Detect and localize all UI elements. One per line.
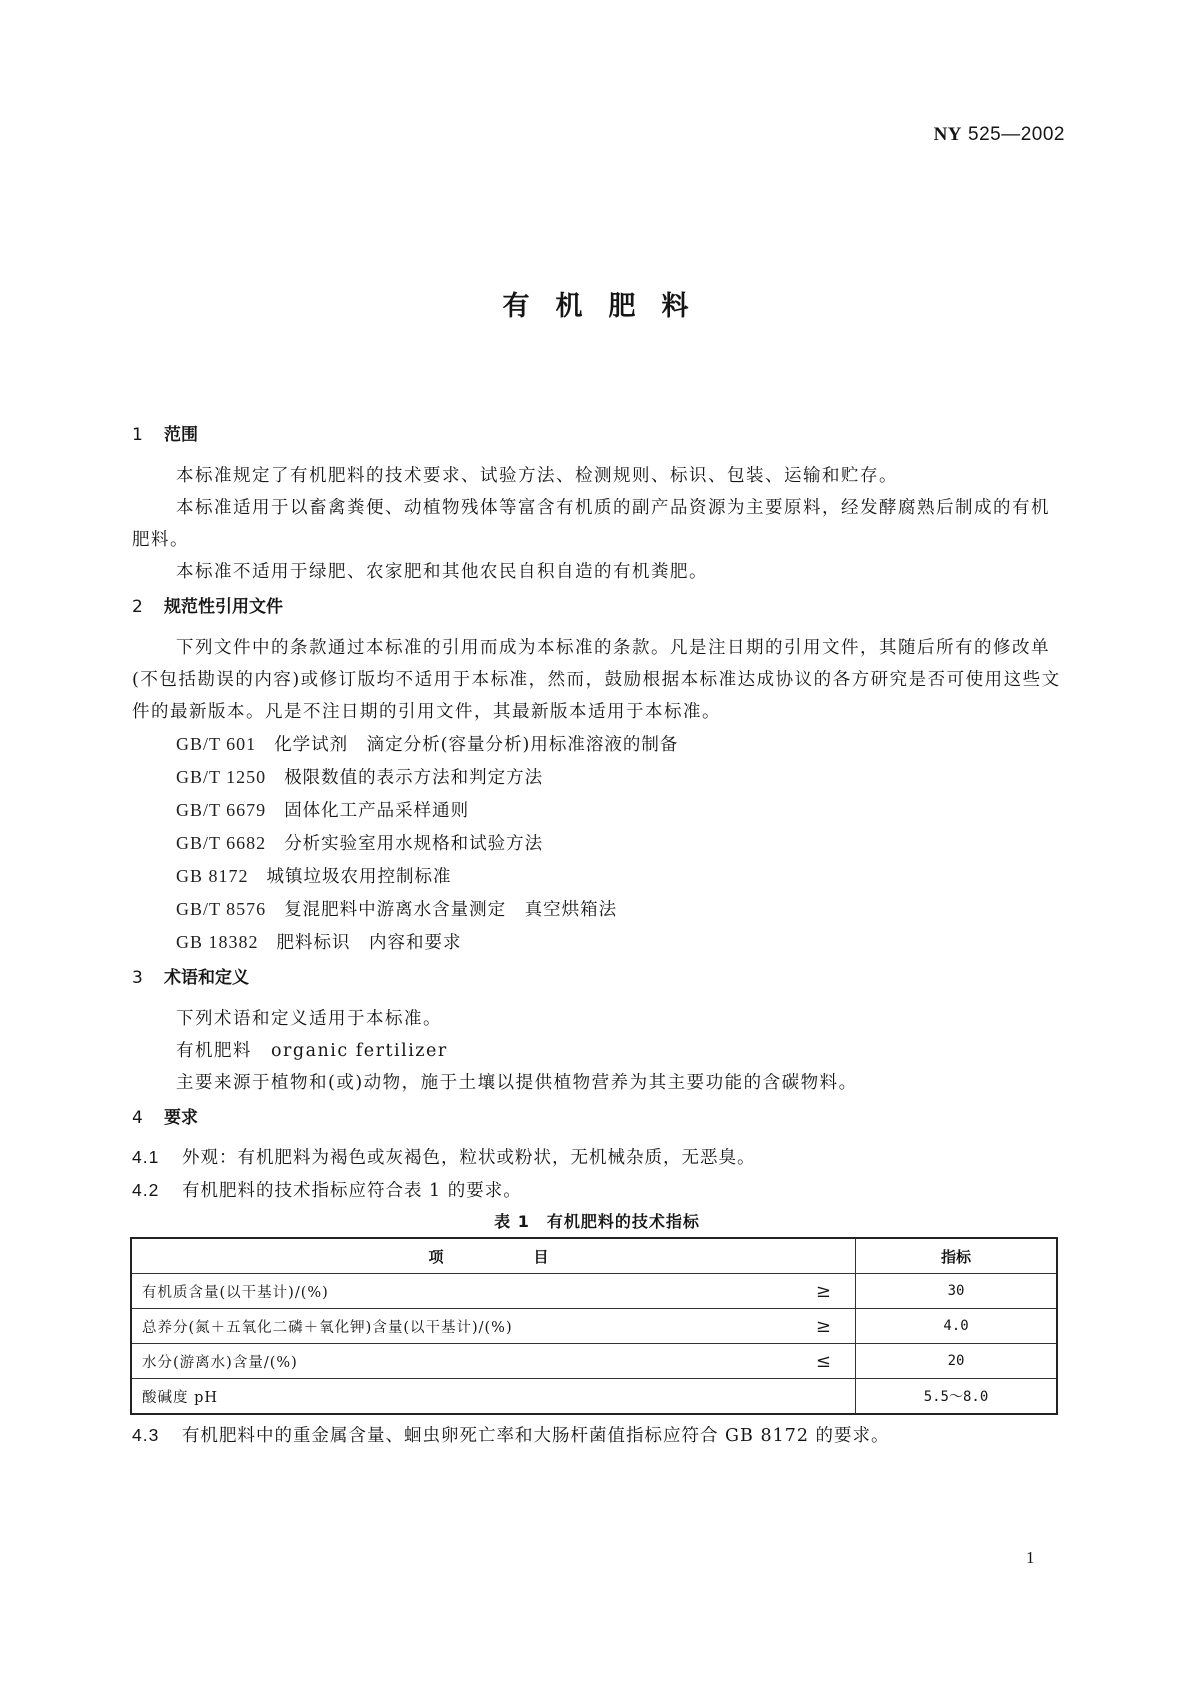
paragraph: 本标准适用于以畜禽粪便、动植物残体等富含有机质的副产品资源为主要原料，经发酵腐熟后制成的有机肥料。 [132, 498, 1050, 550]
reference-code: GB/T 6682 [176, 833, 267, 853]
table-row [131, 1379, 1057, 1415]
table-header-row [131, 1238, 1057, 1274]
reference-item [132, 893, 1062, 926]
reference-title: 复混肥料中游离水含量测定 真空烘箱法 [284, 900, 618, 920]
reference-item [132, 761, 1062, 794]
clause-number: 4.3 [132, 1425, 160, 1445]
clause [132, 1141, 1062, 1174]
clause-text: 有机肥料中的重金属含量、蛔虫卵死亡率和大肠杆菌值指标应符合 GB 8172 的要求。 [182, 1426, 890, 1446]
section-heading [132, 420, 1062, 450]
standard-code-prefix: NY [933, 124, 963, 145]
document-body [132, 420, 1062, 1452]
table-caption: 表 1 有机肥料的技术指标 [494, 1212, 700, 1231]
section-number: 1 [132, 425, 143, 445]
standard-code [934, 124, 1065, 146]
reference-code: GB 8172 [176, 866, 249, 886]
reference-title: 固体化工产品采样通则 [284, 801, 470, 821]
reference-code: GB/T 6679 [176, 800, 267, 820]
reference-code: GB/T 1250 [176, 767, 267, 787]
document-title: 有机肥料 [502, 291, 715, 322]
section-title: 规范性引用文件 [164, 597, 283, 617]
clause-text: 外观：有机肥料为褐色或灰褐色，粒状或粉状，无机械杂质，无恶臭。 [182, 1148, 756, 1168]
clause-number: 4.1 [132, 1147, 160, 1167]
header-item: 项目 [131, 1238, 856, 1274]
section-normative-references [132, 592, 1062, 959]
paragraph: 下列文件中的条款通过本标准的引用而成为本标准的条款。凡是注日期的引用文件，其随后所有的修改单(不包括勘误的内容)或修订版均不适用于本标准，然而，鼓励根据本标准达成协议的各方研究是否可使用这些文件的最新版本。凡是不注日期的引用文件，其最新版本适用于本标准。 [132, 638, 1061, 722]
row-operator: ≥ [781, 1274, 856, 1309]
clause [132, 1419, 1062, 1452]
section-heading [132, 963, 1062, 993]
reference-item [132, 860, 1062, 893]
row-operator [781, 1379, 856, 1415]
row-item: 水分(游离水)含量/(%) [131, 1344, 781, 1379]
reference-title: 极限数值的表示方法和判定方法 [284, 768, 544, 788]
paragraph: 下列术语和定义适用于本标准。 [176, 1009, 442, 1029]
row-item: 有机质含量(以干基计)/(%) [131, 1274, 781, 1309]
reference-item [132, 794, 1062, 827]
table-row [131, 1274, 1057, 1309]
clause [132, 1174, 1062, 1207]
reference-title: 分析实验室用水规格和试验方法 [284, 834, 544, 854]
row-value: 20 [856, 1344, 1058, 1379]
section-title: 术语和定义 [164, 968, 249, 988]
clause-text: 有机肥料的技术指标应符合表 1 的要求。 [182, 1181, 522, 1201]
section-heading [132, 1103, 1062, 1133]
section-number: 2 [132, 597, 143, 617]
section-number: 4 [132, 1108, 143, 1128]
paragraph: 本标准规定了有机肥料的技术要求、试验方法、检测规则、标识、包装、运输和贮存。 [176, 466, 898, 486]
standard-code-number: 525—2002 [968, 124, 1065, 145]
reference-title: 肥料标识 内容和要求 [276, 933, 462, 953]
row-item: 酸碱度 pH [131, 1379, 781, 1415]
section-scope [132, 420, 1062, 588]
section-heading [132, 592, 1062, 622]
clause-number: 4.2 [132, 1180, 160, 1200]
row-value: 5.5～8.0 [856, 1379, 1058, 1415]
reference-code: GB/T 601 [176, 734, 257, 754]
table-row [131, 1309, 1057, 1344]
reference-item [132, 827, 1062, 860]
section-title: 要求 [164, 1108, 198, 1128]
page-number: 1 [1026, 1548, 1035, 1567]
reference-code: GB/T 8576 [176, 899, 267, 919]
row-value: 4.0 [856, 1309, 1058, 1344]
table-row [131, 1344, 1057, 1379]
technical-indicators-table [130, 1237, 1058, 1415]
row-operator: ≤ [781, 1344, 856, 1379]
section-number: 3 [132, 968, 143, 988]
reference-title: 城镇垃圾农用控制标准 [266, 867, 452, 887]
section-title: 范围 [164, 425, 198, 445]
section-terms-definitions [132, 963, 1062, 1099]
reference-code: GB 18382 [176, 932, 259, 952]
header-value: 指标 [856, 1238, 1058, 1274]
row-value: 30 [856, 1274, 1058, 1309]
reference-title: 化学试剂 滴定分析(容量分析)用标准溶液的制备 [274, 735, 679, 755]
row-operator: ≥ [781, 1309, 856, 1344]
row-item: 总养分(氮＋五氧化二磷＋氧化钾)含量(以干基计)/(%) [131, 1309, 781, 1344]
term-definition: 主要来源于植物和(或)动物，施于土壤以提供植物营养为其主要功能的含碳物料。 [176, 1073, 858, 1093]
term: 有机肥料 organic fertilizer [176, 1041, 448, 1061]
reference-item [132, 728, 1062, 761]
section-requirements [132, 1103, 1062, 1452]
paragraph: 本标准不适用于绿肥、农家肥和其他农民自积自造的有机粪肥。 [176, 562, 708, 582]
reference-item [132, 926, 1062, 959]
